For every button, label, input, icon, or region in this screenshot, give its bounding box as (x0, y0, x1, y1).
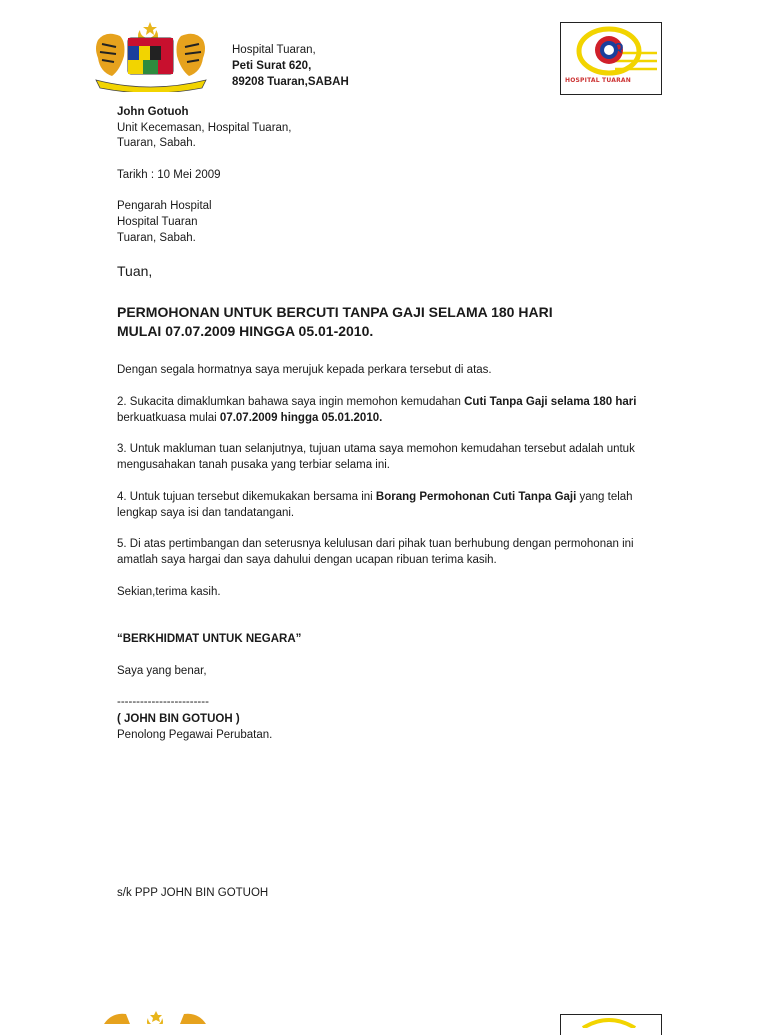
hospital-logo (560, 22, 662, 95)
recipient-line2: Hospital Tuaran (117, 216, 198, 228)
recipient-line3: Tuaran, Sabah. (117, 232, 196, 244)
closing: Sekian,terima kasih. (117, 586, 221, 598)
carbon-copy: s/k PPP JOHN BIN GOTUOH (117, 887, 269, 899)
signoff: Saya yang benar, (117, 665, 207, 677)
sender-org-line3: 89208 Tuaran,SABAH (232, 76, 349, 88)
sender-line1: Unit Kecemasan, Hospital Tuaran, (117, 122, 292, 134)
p4-text-c: yang telah lengkap saya isi dan tandatangani. (117, 491, 633, 519)
hospital-logo-text: HOSPITAL TUARAN (565, 77, 631, 84)
motto: “BERKHIDMAT UNTUK NEGARA” (117, 633, 302, 645)
signer-title: Penolong Pegawai Perubatan. (117, 729, 273, 741)
subject-line2: MULAI 07.07.2009 HINGGA 05.01-2010. (117, 323, 374, 339)
body-paragraph-1: Dengan segala hormatnya saya merujuk kepada perkara tersebut di atas. (117, 364, 492, 376)
next-page-hospital-logo (560, 1014, 662, 1035)
p2-bold-dates: 07.07.2009 hingga 05.01.2010. (219, 412, 383, 424)
signer-name: ( JOHN BIN GOTUOH ) (117, 713, 240, 725)
body-paragraph-3: 3. Untuk makluman tuan selanjutnya, tujuan utama saya memohon kemudahan tersebut adalah untuk mengusahakan tanah pusaka yang terbiar selama ini. (117, 443, 635, 471)
salutation: Tuan, (117, 263, 153, 279)
sender-name: John Gotuoh (117, 106, 189, 118)
body-paragraph-2 (117, 394, 657, 426)
p2-text-a: 2. Sukacita dimaklumkan bahawa saya ingin memohon kemudahan (117, 396, 465, 408)
body-paragraph-5: 5. Di atas pertimbangan dan seterusnya kelulusan dari pihak tuan berhubung dengan permohonan ini amatlah saya hargai dan saya dahului dengan ucapan ribuan terima kasih. (117, 538, 634, 566)
p4-bold-form: Borang Permohonan Cuti Tanpa Gaji (375, 491, 577, 503)
next-page-coat-of-arms (100, 1010, 210, 1024)
p2-bold-leave: Cuti Tanpa Gaji selama 180 hari (464, 396, 637, 408)
recipient-line1: Pengarah Hospital (117, 200, 212, 212)
p2-text-c: berkuatkuasa mulai (117, 412, 220, 424)
subject-line1: PERMOHONAN UNTUK BERCUTI TANPA GAJI SELAMA 180 HARI (117, 304, 553, 320)
sender-line2: Tuaran, Sabah. (117, 137, 196, 149)
letter-date: Tarikh : 10 Mei 2009 (117, 169, 221, 181)
signature-line: ------------------------ (117, 696, 209, 708)
sender-org-line2: Peti Surat 620, (232, 60, 312, 72)
p4-text-a: 4. Untuk tujuan tersebut dikemukakan bersama ini (117, 491, 376, 503)
next-page-logo-graphic (561, 1016, 661, 1028)
hospital-logo-letter: Q (614, 41, 624, 54)
body-paragraph-4 (117, 489, 657, 521)
malaysia-coat-of-arms (88, 20, 213, 92)
sender-org-line1: Hospital Tuaran, (232, 44, 316, 56)
